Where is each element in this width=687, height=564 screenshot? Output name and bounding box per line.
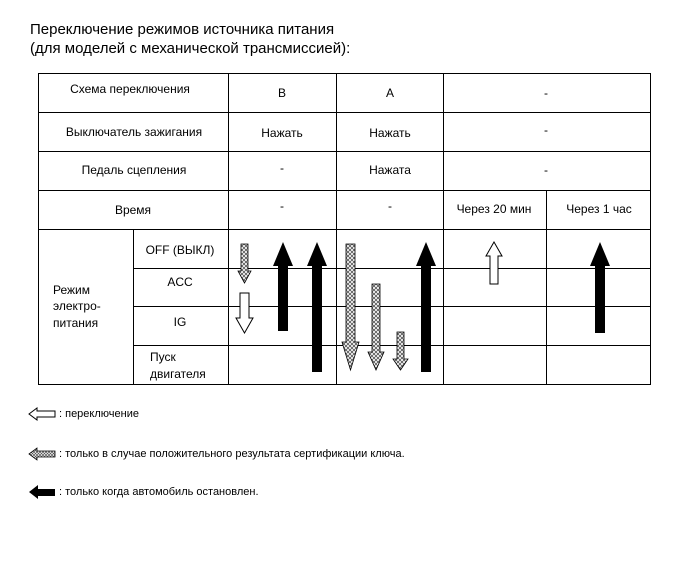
mode-label-line-2: электро-	[53, 299, 101, 313]
legend-stopped	[28, 482, 259, 502]
legend-switch	[28, 404, 139, 424]
mode-off: OFF (ВЫКЛ)	[145, 243, 215, 257]
legend-stopped-text: : только когда автомобиль остановлен.	[59, 486, 259, 498]
hatched-arrow-left-icon	[28, 446, 56, 462]
mode-label-line-1: Режим	[53, 283, 90, 297]
cell-scheme-rest: -	[544, 86, 548, 100]
outline-arrow-left-icon	[28, 406, 56, 422]
title-line-1: Переключение режимов источника питания	[30, 21, 335, 38]
cell-clutch-rest: -	[544, 163, 548, 177]
title-line-2: (для моделей с механической трансмиссией):	[30, 40, 351, 57]
mode-start-line-2: двигателя	[150, 367, 206, 381]
cell-scheme-b: B	[277, 86, 287, 100]
cell-ignition-rest: -	[544, 123, 548, 137]
cell-ignition-b: Нажать	[261, 126, 303, 140]
solid-arrow-up-icon	[590, 242, 610, 333]
cell-time-1h: Через 1 час	[566, 202, 632, 216]
cell-clutch-b: -	[280, 161, 284, 175]
row-label-ignition-switch: Выключатель зажигания	[65, 125, 203, 139]
cell-time-20min: Через 20 мин	[456, 202, 532, 216]
cell-time-a: -	[388, 199, 392, 213]
legend-key-cert	[28, 444, 405, 464]
row-label-scheme: Схема переключения	[70, 82, 190, 96]
legend-switch-text: : переключение	[59, 408, 139, 420]
hatched-arrow-down-icon	[393, 332, 408, 370]
cell-clutch-a: Нажата	[369, 163, 411, 177]
hatched-arrow-down-icon	[238, 244, 251, 283]
solid-arrow-up-icon	[273, 242, 293, 331]
cell-scheme-a: A	[385, 86, 395, 100]
outline-arrow-down-icon	[236, 293, 253, 333]
mode-ig: IG	[173, 315, 187, 329]
row-label-time: Время	[114, 203, 152, 217]
solid-arrow-left-icon	[28, 484, 56, 500]
outline-arrow-up-icon	[486, 242, 502, 284]
legend-key-cert-text: : только в случае положительного результата сертификации ключа.	[59, 448, 405, 460]
row-label-clutch-pedal: Педаль сцепления	[81, 163, 187, 177]
table-grid	[39, 74, 651, 385]
cell-time-b: -	[280, 199, 284, 213]
hatched-arrow-down-icon	[368, 284, 384, 370]
mode-acc: ACC	[167, 275, 193, 289]
mode-start-line-1: Пуск	[150, 350, 176, 364]
cell-ignition-a: Нажать	[369, 126, 411, 140]
mode-label-line-3: питания	[53, 316, 99, 330]
